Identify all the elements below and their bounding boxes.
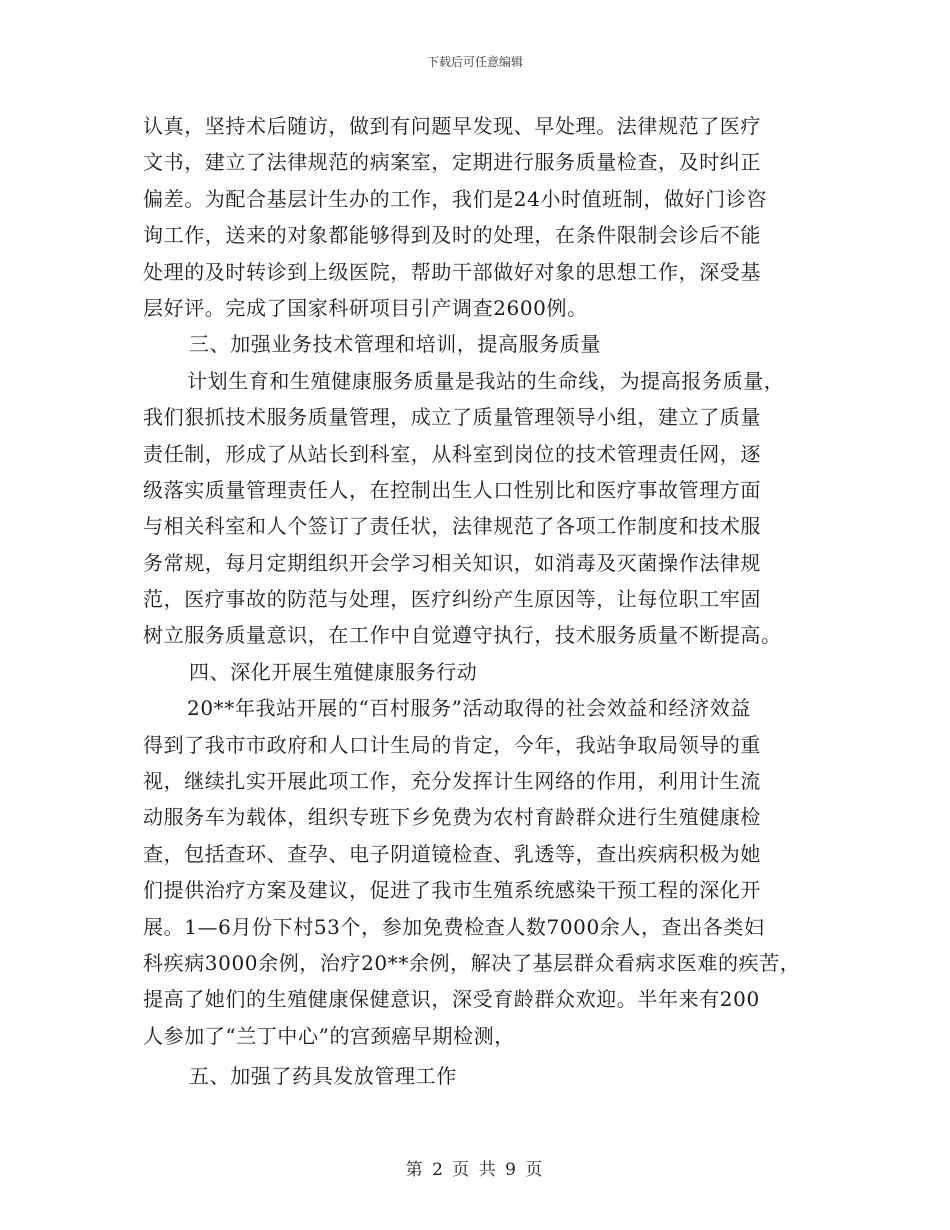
body-line: 与相关科室和人个签订了责任状，法律规范了各项工作制度和技术服 (143, 514, 761, 539)
page-number: 第 2 页 共 9 页 (405, 1160, 545, 1180)
body-line: 得到了我市市政府和人口计生局的肯定，今年，我站争取局领导的重 (143, 732, 761, 757)
body-line: 我们狠抓技术服务质量管理，成立了质量管理领导小组，建立了质量 (143, 405, 761, 430)
body-line: 处理的及时转诊到上级医院，帮助干部做好对象的思想工作，深受基 (143, 259, 761, 284)
body-line: 科疾病3000余例，治疗20**余例，解决了基层群众看病求医难的疾苦， (143, 950, 801, 975)
body-line: 询工作，送来的对象都能够得到及时的处理，在条件限制会诊后不能 (143, 223, 761, 248)
paragraph-first-line: 20**年我站开展的“百村服务”活动取得的社会效益和经济效益 (187, 696, 751, 721)
body-line: 们提供治疗方案及建议，促进了我市生殖系统感染干预工程的深化开 (143, 878, 761, 903)
body-line: 动服务车为载体，组织专班下乡免费为农村育龄群众进行生殖健康检 (143, 805, 761, 830)
body-line: 层好评。完成了国家科研项目引产调查2600例。 (143, 295, 588, 320)
body-line: 展。1—6月份下村53个，参加免费检查人数7000余人，查出各类妇 (143, 914, 765, 939)
section-heading-4: 四、深化开展生殖健康服务行动 (189, 659, 478, 684)
section-heading-3: 三、加强业务技术管理和培训，提高服务质量 (189, 332, 601, 357)
body-line: 范，医疗事故的防范与处理，医疗纠纷产生原因等，让每位职工牢固 (143, 587, 761, 612)
body-line: 查，包括查环、查孕、电子阴道镜检查、乳透等，查出疾病积极为她 (143, 841, 761, 866)
body-line: 文书，建立了法律规范的病案室，定期进行服务质量检查，及时纠正 (143, 150, 761, 175)
page-header-note: 下载后可任意编辑 (426, 55, 523, 69)
body-line: 视，继续扎实开展此项工作，充分发挥计生网络的作用，利用计生流 (143, 769, 761, 794)
body-line: 务常规，每月定期组织开会学习相关知识，如消毒及灭菌操作法律规 (143, 550, 761, 575)
body-line: 责任制，形成了从站长到科室，从科室到岗位的技术管理责任网，逐 (143, 441, 761, 466)
body-line: 认真，坚持术后随访，做到有问题早发现、早处理。法律规范了医疗 (143, 114, 761, 138)
document-body (143, 108, 815, 1095)
body-line: 偏差。为配合基层计生办的工作，我们是24小时值班制，做好门诊咨 (143, 186, 768, 211)
body-line: 人参加了“兰丁中心”的宫颈癌早期检测， (143, 1023, 515, 1048)
paragraph-first-line: 计划生育和生殖健康服务质量是我站的生命线，为提高报务质量， (187, 368, 785, 393)
section-heading-5: 五、加强了药具发放管理工作 (189, 1064, 457, 1089)
body-line: 提高了她们的生殖健康保健意识，深受育龄群众欢迎。半年来有200 (143, 987, 760, 1012)
body-line: 树立服务质量意识，在工作中自觉遵守执行，技术服务质量不断提高。 (143, 623, 782, 648)
body-line: 级落实质量管理责任人，在控制出生人口性别比和医疗事故管理方面 (143, 477, 761, 502)
